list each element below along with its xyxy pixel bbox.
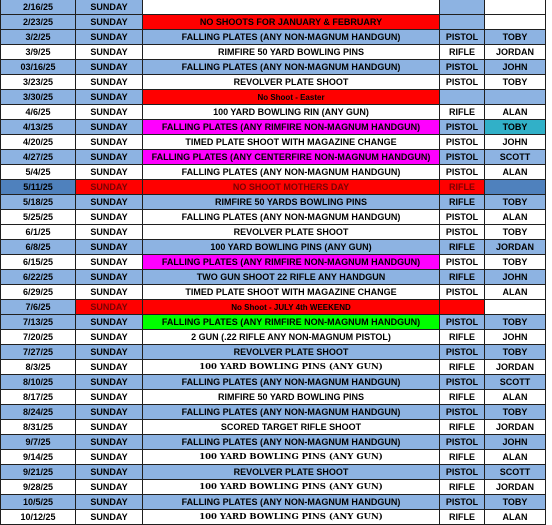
event-cell: SCORED TARGET RIFLE SHOOT (143, 420, 440, 435)
host-cell: JOHN (485, 270, 546, 285)
schedule-row (1, 375, 546, 390)
schedule-row (1, 330, 546, 345)
host-cell: JOHN (485, 330, 546, 345)
date-cell: 10/12/25 (1, 510, 76, 525)
host-cell: TOBY (485, 195, 546, 210)
date-cell: 5/18/25 (1, 195, 76, 210)
gun-type-cell: PISTOL (440, 135, 485, 150)
day-cell: SUNDAY (76, 405, 143, 420)
date-cell: 3/30/25 (1, 90, 76, 105)
day-cell: SUNDAY (76, 105, 143, 120)
event-cell: FALLING PLATES (ANY NON-MAGNUM HANDGUN) (143, 210, 440, 225)
schedule-row (1, 0, 546, 15)
gun-type-cell: PISTOL (440, 30, 485, 45)
day-cell: SUNDAY (76, 510, 143, 525)
day-cell: SUNDAY (76, 345, 143, 360)
day-cell: SUNDAY (76, 0, 143, 15)
day-cell: SUNDAY (76, 360, 143, 375)
event-cell: RIMFIRE 50 YARD BOWLING PINS (143, 45, 440, 60)
host-cell: SCOTT (485, 150, 546, 165)
host-cell: TOBY (485, 75, 546, 90)
host-cell: JORDAN (485, 45, 546, 60)
host-cell: ALAN (485, 450, 546, 465)
schedule-row (1, 360, 546, 375)
date-cell: 5/4/25 (1, 165, 76, 180)
date-cell: 4/13/25 (1, 120, 76, 135)
gun-type-cell (440, 90, 485, 105)
event-cell: TIMED PLATE SHOOT WITH MAGAZINE CHANGE (143, 285, 440, 300)
date-cell: 3/9/25 (1, 45, 76, 60)
event-cell: 100 YARD BOWLING PINS (ANY GUN) (143, 450, 440, 465)
schedule-row (1, 270, 546, 285)
event-cell: NO SHOOT MOTHERS DAY (143, 180, 440, 195)
host-cell: ALAN (485, 285, 546, 300)
day-cell: SUNDAY (76, 225, 143, 240)
host-cell (485, 15, 546, 30)
event-cell: RIMFIRE 50 YARDS BOWLING PINS (143, 195, 440, 210)
gun-type-cell: PISTOL (440, 465, 485, 480)
event-cell: TIMED PLATE SHOOT WITH MAGAZINE CHANGE (143, 135, 440, 150)
event-cell: REVOLVER PLATE SHOOT (143, 225, 440, 240)
schedule-row (1, 345, 546, 360)
day-cell: SUNDAY (76, 60, 143, 75)
date-cell: 10/5/25 (1, 495, 76, 510)
gun-type-cell: RIFLE (440, 330, 485, 345)
gun-type-cell: PISTOL (440, 60, 485, 75)
event-cell: 100 YARD BOWLING RIN (ANY GUN) (143, 105, 440, 120)
schedule-row (1, 60, 546, 75)
schedule-row (1, 165, 546, 180)
host-cell: TOBY (485, 315, 546, 330)
date-cell: 6/22/25 (1, 270, 76, 285)
event-cell: FALLING PLATES (ANY NON-MAGNUM HANDGUN) (143, 375, 440, 390)
host-cell: TOBY (485, 30, 546, 45)
date-cell: 6/15/25 (1, 255, 76, 270)
schedule-row (1, 300, 546, 315)
host-cell: ALAN (485, 510, 546, 525)
gun-type-cell: PISTOL (440, 165, 485, 180)
date-cell: 7/20/25 (1, 330, 76, 345)
host-cell: TOBY (485, 345, 546, 360)
date-cell: 4/27/25 (1, 150, 76, 165)
gun-type-cell: RIFLE (440, 45, 485, 60)
date-cell: 8/17/25 (1, 390, 76, 405)
schedule-row (1, 210, 546, 225)
day-cell: SUNDAY (76, 435, 143, 450)
date-cell: 7/13/25 (1, 315, 76, 330)
schedule-row (1, 465, 546, 480)
date-cell: 5/11/25 (1, 180, 76, 195)
schedule-row (1, 435, 546, 450)
event-cell: RIMFIRE 50 YARD BOWLING PINS (143, 390, 440, 405)
event-cell: NO SHOOTS FOR JANUARY & FEBRUARY (143, 15, 440, 30)
day-cell: SUNDAY (76, 90, 143, 105)
day-cell: SUNDAY (76, 270, 143, 285)
day-cell: SUNDAY (76, 330, 143, 345)
date-cell: 8/3/25 (1, 360, 76, 375)
host-cell: JOHN (485, 135, 546, 150)
day-cell: SUNDAY (76, 300, 143, 315)
gun-type-cell: RIFLE (440, 195, 485, 210)
schedule-row (1, 105, 546, 120)
gun-type-cell: RIFLE (440, 105, 485, 120)
schedule-row (1, 30, 546, 45)
gun-type-cell: PISTOL (440, 435, 485, 450)
schedule-row (1, 450, 546, 465)
host-cell: TOBY (485, 255, 546, 270)
event-cell: 2 GUN (.22 RIFLE ANY NON-MAGNUM PISTOL) (143, 330, 440, 345)
date-cell: 03/16/25 (1, 60, 76, 75)
event-cell: FALLING PLATES (ANY RIMFIRE NON-MAGNUM HANDGUN) (143, 315, 440, 330)
day-cell: SUNDAY (76, 120, 143, 135)
date-cell: 9/7/25 (1, 435, 76, 450)
host-cell: TOBY (485, 405, 546, 420)
gun-type-cell: PISTOL (440, 285, 485, 300)
event-cell: REVOLVER PLATE SHOOT (143, 75, 440, 90)
gun-type-cell: PISTOL (440, 255, 485, 270)
schedule-row (1, 390, 546, 405)
gun-type-cell: PISTOL (440, 120, 485, 135)
gun-type-cell: PISTOL (440, 75, 485, 90)
day-cell: SUNDAY (76, 285, 143, 300)
schedule-row (1, 45, 546, 60)
gun-type-cell: PISTOL (440, 345, 485, 360)
schedule-row (1, 285, 546, 300)
host-cell (485, 0, 546, 15)
date-cell: 2/16/25 (1, 0, 76, 15)
gun-type-cell: RIFLE (440, 480, 485, 495)
event-cell: REVOLVER PLATE SHOOT (143, 465, 440, 480)
event-cell: FALLING PLATES (ANY NON-MAGNUM HANDGUN) (143, 435, 440, 450)
gun-type-cell: RIFLE (440, 450, 485, 465)
event-cell: 100 YARD BOWLING PINS (ANY GUN) (143, 510, 440, 525)
gun-type-cell (440, 300, 485, 315)
date-cell: 7/27/25 (1, 345, 76, 360)
host-cell (485, 180, 546, 195)
event-cell: FALLING PLATES (ANY RIMFIRE NON-MAGNUM HANDGUN) (143, 120, 440, 135)
gun-type-cell: PISTOL (440, 495, 485, 510)
schedule-row (1, 255, 546, 270)
day-cell: SUNDAY (76, 210, 143, 225)
date-cell: 9/14/25 (1, 450, 76, 465)
day-cell: SUNDAY (76, 315, 143, 330)
event-cell: 100 YARD BOWLING PINS (ANY GUN) (143, 360, 440, 375)
event-cell: TWO GUN SHOOT 22 RIFLE ANY HANDGUN (143, 270, 440, 285)
gun-type-cell: RIFLE (440, 270, 485, 285)
date-cell: 9/21/25 (1, 465, 76, 480)
date-cell: 6/8/25 (1, 240, 76, 255)
gun-type-cell: RIFLE (440, 390, 485, 405)
gun-type-cell: RIFLE (440, 510, 485, 525)
host-cell: TOBY (485, 225, 546, 240)
schedule-row (1, 495, 546, 510)
schedule-row (1, 240, 546, 255)
day-cell: SUNDAY (76, 495, 143, 510)
gun-type-cell: RIFLE (440, 360, 485, 375)
event-cell: FALLING PLATES (ANY NON-MAGNUM HANDGUN) (143, 60, 440, 75)
schedule-row (1, 90, 546, 105)
host-cell: ALAN (485, 105, 546, 120)
gun-type-cell: RIFLE (440, 420, 485, 435)
schedule-row (1, 135, 546, 150)
day-cell: SUNDAY (76, 450, 143, 465)
event-cell: FALLING PLATES (ANY NON-MAGNUM HANDGUN) (143, 495, 440, 510)
gun-type-cell (440, 0, 485, 15)
event-cell: FALLING PLATES (ANY NON-MAGNUM HANDGUN) (143, 165, 440, 180)
event-cell: FALLING PLATES (ANY NON-MAGNUM HANDGUN) (143, 405, 440, 420)
gun-type-cell: RIFLE (440, 180, 485, 195)
host-cell: JORDAN (485, 420, 546, 435)
date-cell: 2/23/25 (1, 15, 76, 30)
date-cell: 4/6/25 (1, 105, 76, 120)
schedule-row (1, 480, 546, 495)
gun-type-cell: RIFLE (440, 240, 485, 255)
host-cell: ALAN (485, 165, 546, 180)
date-cell: 8/24/25 (1, 405, 76, 420)
date-cell: 9/28/25 (1, 480, 76, 495)
host-cell: ALAN (485, 210, 546, 225)
event-cell: FALLING PLATES (ANY RIMFIRE NON-MAGNUM HANDGUN) (143, 255, 440, 270)
host-cell: JORDAN (485, 480, 546, 495)
day-cell: SUNDAY (76, 390, 143, 405)
event-cell (143, 0, 440, 15)
host-cell: TOBY (485, 495, 546, 510)
schedule-row (1, 420, 546, 435)
day-cell: SUNDAY (76, 180, 143, 195)
host-cell (485, 300, 546, 315)
schedule-row (1, 195, 546, 210)
day-cell: SUNDAY (76, 195, 143, 210)
host-cell: SCOTT (485, 375, 546, 390)
host-cell: JORDAN (485, 240, 546, 255)
day-cell: SUNDAY (76, 480, 143, 495)
host-cell: SCOTT (485, 465, 546, 480)
schedule-body (1, 0, 546, 525)
date-cell: 6/29/25 (1, 285, 76, 300)
gun-type-cell: PISTOL (440, 150, 485, 165)
date-cell: 8/10/25 (1, 375, 76, 390)
day-cell: SUNDAY (76, 165, 143, 180)
gun-type-cell: PISTOL (440, 225, 485, 240)
day-cell: SUNDAY (76, 135, 143, 150)
date-cell: 6/1/25 (1, 225, 76, 240)
day-cell: SUNDAY (76, 375, 143, 390)
schedule-row (1, 315, 546, 330)
date-cell: 3/2/25 (1, 30, 76, 45)
date-cell: 5/25/25 (1, 210, 76, 225)
day-cell: SUNDAY (76, 75, 143, 90)
date-cell: 7/6/25 (1, 300, 76, 315)
date-cell: 8/31/25 (1, 420, 76, 435)
gun-type-cell: PISTOL (440, 315, 485, 330)
day-cell: SUNDAY (76, 255, 143, 270)
day-cell: SUNDAY (76, 15, 143, 30)
schedule-row (1, 150, 546, 165)
schedule-row (1, 180, 546, 195)
host-cell: JOHN (485, 60, 546, 75)
event-cell: No Shoot - Easter (143, 90, 440, 105)
event-cell: No Shoot - JULY 4th WEEKEND (143, 300, 440, 315)
host-cell: JORDAN (485, 360, 546, 375)
day-cell: SUNDAY (76, 45, 143, 60)
event-cell: 100 YARD BOWLING PINS (ANY GUN) (143, 240, 440, 255)
event-cell: REVOLVER PLATE SHOOT (143, 345, 440, 360)
date-cell: 4/20/25 (1, 135, 76, 150)
schedule-row (1, 510, 546, 525)
day-cell: SUNDAY (76, 30, 143, 45)
host-cell: JOHN (485, 435, 546, 450)
day-cell: SUNDAY (76, 150, 143, 165)
date-cell: 3/23/25 (1, 75, 76, 90)
day-cell: SUNDAY (76, 240, 143, 255)
event-cell: 100 YARD BOWLING PINS (ANY GUN) (143, 480, 440, 495)
host-cell: ALAN (485, 390, 546, 405)
day-cell: SUNDAY (76, 420, 143, 435)
schedule-row (1, 120, 546, 135)
day-cell: SUNDAY (76, 465, 143, 480)
schedule-row (1, 15, 546, 30)
gun-type-cell: PISTOL (440, 210, 485, 225)
host-cell (485, 90, 546, 105)
schedule-row (1, 405, 546, 420)
schedule-row (1, 75, 546, 90)
gun-type-cell (440, 15, 485, 30)
gun-type-cell: PISTOL (440, 405, 485, 420)
event-cell: FALLING PLATES (ANY CENTERFIRE NON-MAGNUM HANDGUN) (143, 150, 440, 165)
schedule-row (1, 225, 546, 240)
gun-type-cell: PISTOL (440, 375, 485, 390)
host-cell: TOBY (485, 120, 546, 135)
event-cell: FALLING PLATES (ANY NON-MAGNUM HANDGUN) (143, 30, 440, 45)
